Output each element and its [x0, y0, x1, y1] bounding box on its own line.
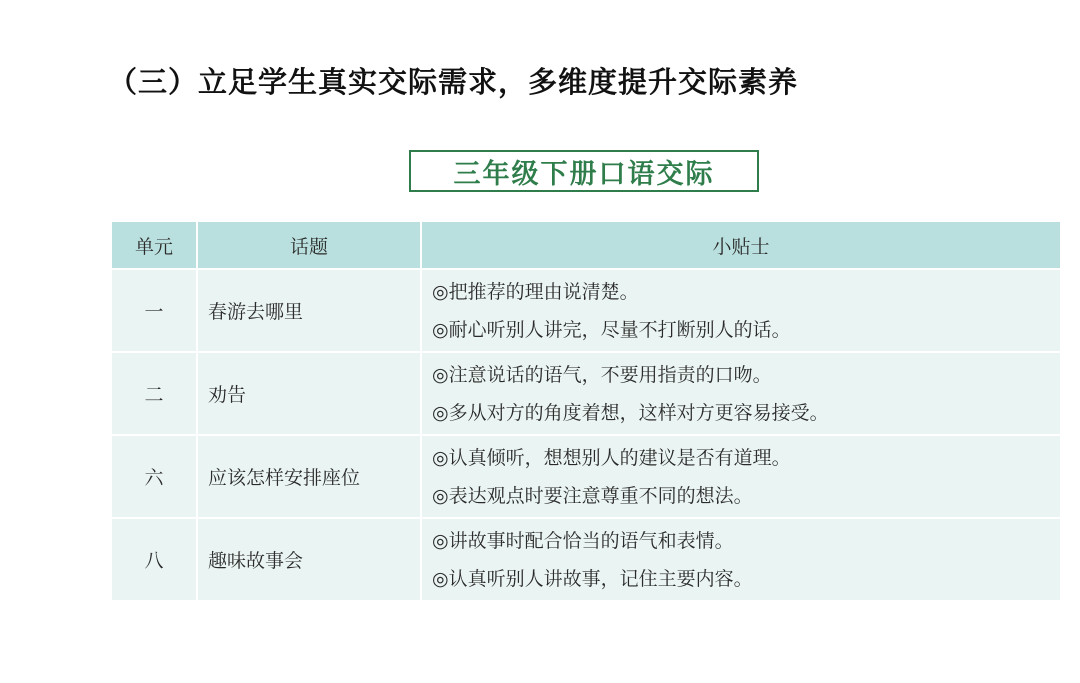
tip-line: ◎多从对方的角度着想，这样对方更容易接受。	[432, 401, 829, 424]
topic-cell: 春游去哪里	[197, 269, 421, 352]
tip-line: ◎讲故事时配合恰当的语气和表情。	[432, 529, 734, 552]
tips-cell	[421, 352, 1060, 435]
table-row	[112, 352, 1060, 435]
tips-cell	[421, 435, 1060, 518]
table-row	[112, 518, 1060, 601]
tips-table	[112, 222, 1060, 602]
table-header-row	[112, 222, 1060, 269]
header-topic: 话题	[197, 222, 421, 269]
tips-cell	[421, 518, 1060, 601]
unit-cell: 八	[112, 518, 197, 601]
topic-cell: 趣味故事会	[197, 518, 421, 601]
table-row	[112, 269, 1060, 352]
unit-cell: 六	[112, 435, 197, 518]
tip-line: ◎认真听别人讲故事，记住主要内容。	[432, 567, 753, 590]
tip-line: ◎把推荐的理由说清楚。	[432, 280, 639, 303]
page-title: （三）立足学生真实交际需求，多维度提升交际素养	[108, 65, 799, 99]
header-unit: 单元	[112, 222, 197, 269]
tip-line: ◎注意说话的语气，不要用指责的口吻。	[432, 363, 772, 386]
topic-cell: 应该怎样安排座位	[197, 435, 421, 518]
header-tips: 小贴士	[421, 222, 1060, 269]
tip-line: ◎认真倾听，想想别人的建议是否有道理。	[432, 446, 791, 469]
unit-cell: 二	[112, 352, 197, 435]
table-title: 三年级下册口语交际	[409, 150, 759, 192]
tip-line: ◎耐心听别人讲完，尽量不打断别人的话。	[432, 318, 791, 341]
tip-line: ◎表达观点时要注意尊重不同的想法。	[432, 484, 753, 507]
topic-cell: 劝告	[197, 352, 421, 435]
table-row	[112, 435, 1060, 518]
tips-cell	[421, 269, 1060, 352]
unit-cell: 一	[112, 269, 197, 352]
